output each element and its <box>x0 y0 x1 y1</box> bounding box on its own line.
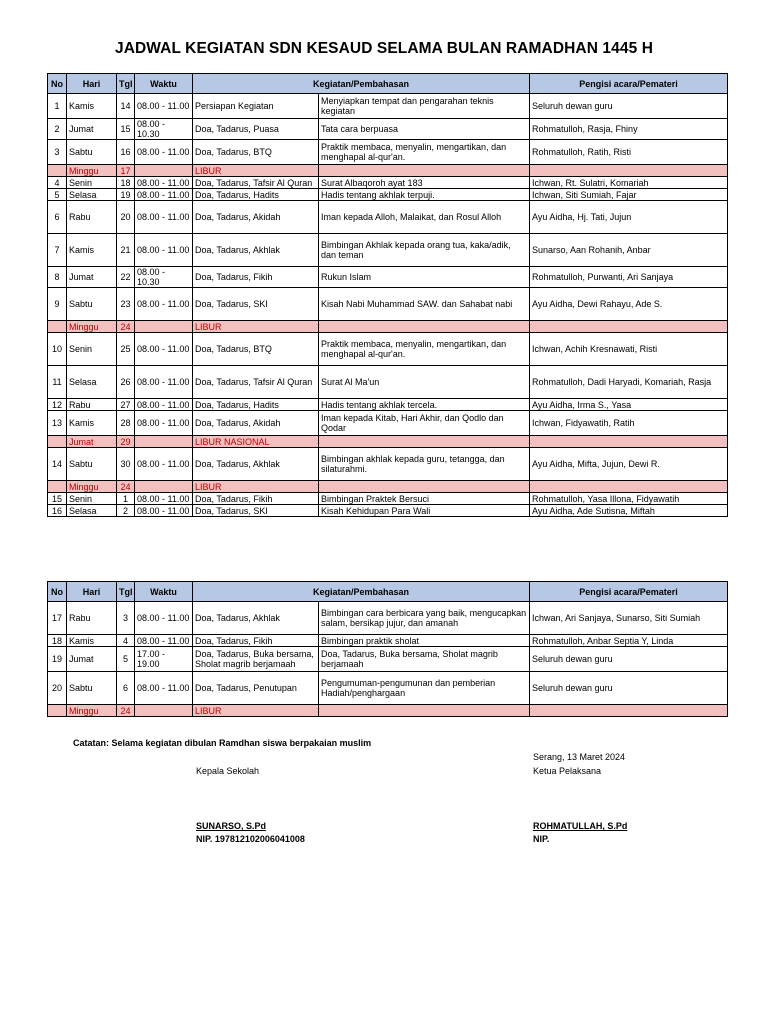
cell-kegiatan: LIBUR <box>193 165 319 177</box>
col-header-no: No <box>48 74 67 94</box>
cell-waktu: 08.00 - 11.00 <box>135 602 193 635</box>
cell-pembahasan: Iman kepada Kitab, Hari Akhir, dan Qodlo dan Qodar <box>319 411 530 436</box>
cell-no: 12 <box>48 399 67 411</box>
left-signatory-nip: NIP. 197812102006041008 <box>196 834 305 844</box>
cell-waktu <box>135 436 193 448</box>
cell-no <box>48 705 67 717</box>
cell-hari: Kamis <box>67 234 117 267</box>
cell-pengisi: Seluruh dewan guru <box>530 672 728 705</box>
cell-no: 20 <box>48 672 67 705</box>
cell-no: 14 <box>48 448 67 481</box>
table-row <box>48 177 728 189</box>
table-header-row <box>48 582 728 602</box>
cell-kegiatan: Doa, Tadarus, Akidah <box>193 201 319 234</box>
table-row <box>48 288 728 321</box>
cell-pembahasan: Bimbingan praktik sholat <box>319 635 530 647</box>
cell-tgl: 22 <box>117 267 135 288</box>
cell-tgl: 15 <box>117 119 135 140</box>
cell-pembahasan: Hadis tentang akhlak terpuji. <box>319 189 530 201</box>
col-header-tgl: Tgl <box>117 582 135 602</box>
cell-pembahasan <box>319 165 530 177</box>
cell-pengisi: Ayu Aidha, Ade Sutisna, Miftah <box>530 505 728 517</box>
cell-pengisi: Rohmatulloh, Yasa Illona, Fidyawatih <box>530 493 728 505</box>
cell-kegiatan: Doa, Tadarus, Akhlak <box>193 448 319 481</box>
cell-hari: Senin <box>67 333 117 366</box>
cell-no: 13 <box>48 411 67 436</box>
cell-pengisi: Ayu Aidha, Mifta, Jujun, Dewi R. <box>530 448 728 481</box>
cell-pengisi: Rohmatulloh, Ratih, Risti <box>530 140 728 165</box>
cell-tgl: 29 <box>117 436 135 448</box>
cell-waktu: 08.00 - 11.00 <box>135 177 193 189</box>
cell-tgl: 5 <box>117 647 135 672</box>
cell-pembahasan: Surat Al Ma'un <box>319 366 530 399</box>
col-header-waktu: Waktu <box>135 74 193 94</box>
cell-waktu: 08.00 - 11.00 <box>135 366 193 399</box>
cell-no: 19 <box>48 647 67 672</box>
cell-tgl: 23 <box>117 288 135 321</box>
cell-pembahasan: Praktik membaca, menyalin, mengartikan, dan menghapal al-qur'an. <box>319 333 530 366</box>
holiday-row <box>48 705 728 717</box>
cell-pengisi: Rohmatulloh, Purwanti, Ari Sanjaya <box>530 267 728 288</box>
cell-tgl: 6 <box>117 672 135 705</box>
cell-waktu: 08.00 - 11.00 <box>135 448 193 481</box>
cell-waktu: 08.00 - 11.00 <box>135 672 193 705</box>
cell-no: 9 <box>48 288 67 321</box>
cell-pengisi: Ayu Aidha, Dewi Rahayu, Ade S. <box>530 288 728 321</box>
holiday-row <box>48 481 728 493</box>
cell-pembahasan: Bimbingan akhlak kepada guru, tetangga, dan silaturahmi. <box>319 448 530 481</box>
cell-hari: Rabu <box>67 399 117 411</box>
cell-no: 4 <box>48 177 67 189</box>
cell-pembahasan: Praktik membaca, menyalin, mengartikan, dan menghapal al-qur'an. <box>319 140 530 165</box>
cell-tgl: 21 <box>117 234 135 267</box>
cell-pengisi: Ichwan, Fidyawatih, Ratih <box>530 411 728 436</box>
cell-pengisi: Rohmatulloh, Anbar Septia Y, Linda <box>530 635 728 647</box>
cell-kegiatan: Doa, Tadarus, Akhlak <box>193 234 319 267</box>
cell-pengisi: Seluruh dewan guru <box>530 94 728 119</box>
col-header-hari: Hari <box>67 582 117 602</box>
cell-kegiatan: Doa, Tadarus, Fikih <box>193 635 319 647</box>
cell-no: 3 <box>48 140 67 165</box>
cell-hari: Selasa <box>67 189 117 201</box>
cell-kegiatan: Doa, Tadarus, BTQ <box>193 140 319 165</box>
cell-kegiatan: LIBUR NASIONAL <box>193 436 319 448</box>
holiday-row <box>48 321 728 333</box>
cell-hari: Minggu <box>67 481 117 493</box>
cell-tgl: 24 <box>117 481 135 493</box>
cell-kegiatan: Doa, Tadarus, Akhlak <box>193 602 319 635</box>
cell-hari: Jumat <box>67 436 117 448</box>
cell-kegiatan: LIBUR <box>193 321 319 333</box>
right-signatory-role: Ketua Pelaksana <box>533 766 602 776</box>
col-header-hari: Hari <box>67 74 117 94</box>
cell-hari: Minggu <box>67 165 117 177</box>
cell-hari: Sabtu <box>67 140 117 165</box>
cell-waktu: 08.00 - 11.00 <box>135 234 193 267</box>
cell-pengisi: Ichwan, Ari Sanjaya, Sunarso, Siti Sumiah <box>530 602 728 635</box>
cell-tgl: 2 <box>117 505 135 517</box>
cell-pengisi <box>530 481 728 493</box>
cell-pengisi: Rohmatulloh, Rasja, Fhiny <box>530 119 728 140</box>
cell-hari: Sabtu <box>67 672 117 705</box>
cell-tgl: 25 <box>117 333 135 366</box>
cell-hari: Kamis <box>67 411 117 436</box>
place-date: Serang, 13 Maret 2024 <box>533 752 626 762</box>
cell-waktu: 08.00 - 11.00 <box>135 189 193 201</box>
cell-pengisi: Ichwan, Siti Sumiah, Fajar <box>530 189 728 201</box>
cell-tgl: 24 <box>117 705 135 717</box>
cell-tgl: 3 <box>117 602 135 635</box>
holiday-row <box>48 165 728 177</box>
cell-pengisi: Ayu Aidha, Hj. Tati, Jujun <box>530 201 728 234</box>
cell-no: 11 <box>48 366 67 399</box>
cell-no: 6 <box>48 201 67 234</box>
cell-hari: Kamis <box>67 94 117 119</box>
cell-pengisi: Sunarso, Aan Rohanih, Anbar <box>530 234 728 267</box>
col-header-pengisi: Pengisi acara/Pemateri <box>530 74 728 94</box>
cell-no: 7 <box>48 234 67 267</box>
document-title: JADWAL KEGIATAN SDN KESAUD SELAMA BULAN RAMADHAN 1445 H <box>115 40 653 57</box>
cell-no <box>48 481 67 493</box>
cell-kegiatan: LIBUR <box>193 481 319 493</box>
table-row <box>48 366 728 399</box>
cell-hari: Sabtu <box>67 448 117 481</box>
cell-pembahasan: Kisah Nabi Muhammad SAW. dan Sahabat nabi <box>319 288 530 321</box>
cell-no: 8 <box>48 267 67 288</box>
cell-hari: Jumat <box>67 267 117 288</box>
cell-no: 1 <box>48 94 67 119</box>
cell-hari: Kamis <box>67 635 117 647</box>
cell-waktu: 08.00 - 11.00 <box>135 635 193 647</box>
cell-tgl: 24 <box>117 321 135 333</box>
cell-kegiatan: Doa, Tadarus, SKI <box>193 288 319 321</box>
cell-tgl: 19 <box>117 189 135 201</box>
cell-waktu: 08.00 - 11.00 <box>135 201 193 234</box>
table-row <box>48 505 728 517</box>
table-row <box>48 602 728 635</box>
cell-pengisi: Seluruh dewan guru <box>530 647 728 672</box>
cell-pembahasan: Bimbingan Praktek Bersuci <box>319 493 530 505</box>
cell-no: 16 <box>48 505 67 517</box>
cell-kegiatan: Doa, Tadarus, Hadits <box>193 399 319 411</box>
cell-no: 10 <box>48 333 67 366</box>
cell-waktu: 08.00 - 10.30 <box>135 119 193 140</box>
cell-no <box>48 436 67 448</box>
cell-hari: Selasa <box>67 366 117 399</box>
col-header-waktu: Waktu <box>135 582 193 602</box>
col-header-kegiatan: Kegiatan/Pembahasan <box>193 582 530 602</box>
cell-pembahasan: Bimbingan cara berbicara yang baik, mengucapkan salam, bersikap jujur, dan amanah <box>319 602 530 635</box>
table-row <box>48 94 728 119</box>
col-header-pengisi: Pengisi acara/Pemateri <box>530 582 728 602</box>
cell-pembahasan <box>319 436 530 448</box>
cell-pembahasan: Iman kepada Alloh, Malaikat, dan Rosul Alloh <box>319 201 530 234</box>
table-row <box>48 333 728 366</box>
cell-pengisi: Ichwan, Achih Kresnawati, Risti <box>530 333 728 366</box>
table-row <box>48 672 728 705</box>
cell-hari: Minggu <box>67 321 117 333</box>
schedule-table-1 <box>47 73 728 517</box>
table-row <box>48 201 728 234</box>
cell-waktu: 08.00 - 11.00 <box>135 288 193 321</box>
cell-hari: Rabu <box>67 201 117 234</box>
cell-pengisi <box>530 321 728 333</box>
cell-no: 15 <box>48 493 67 505</box>
left-signatory-role: Kepala Sekolah <box>196 766 260 776</box>
cell-pembahasan: Pengumuman-pengumunan dan pemberian Hadiah/penghargaan <box>319 672 530 705</box>
cell-kegiatan: LIBUR <box>193 705 319 717</box>
right-signatory-nip: NIP. <box>533 834 550 844</box>
note-text: Catatan: Selama kegiatan dibulan Ramdhan siswa berpakaian muslim <box>73 738 372 748</box>
cell-tgl: 27 <box>117 399 135 411</box>
cell-tgl: 30 <box>117 448 135 481</box>
cell-pengisi <box>530 165 728 177</box>
table-row <box>48 189 728 201</box>
cell-kegiatan: Doa, Tadarus, Buka bersama, Sholat magrib berjamaah <box>193 647 319 672</box>
table-row <box>48 448 728 481</box>
cell-hari: Senin <box>67 493 117 505</box>
cell-kegiatan: Doa, Tadarus, Tafsir Al Quran <box>193 366 319 399</box>
table-header-row <box>48 74 728 94</box>
table-row <box>48 411 728 436</box>
cell-tgl: 4 <box>117 635 135 647</box>
cell-kegiatan: Doa, Tadarus, Puasa <box>193 119 319 140</box>
cell-kegiatan: Doa, Tadarus, Akidah <box>193 411 319 436</box>
cell-tgl: 20 <box>117 201 135 234</box>
col-header-kegiatan: Kegiatan/Pembahasan <box>193 74 530 94</box>
cell-no: 17 <box>48 602 67 635</box>
cell-hari: Minggu <box>67 705 117 717</box>
cell-tgl: 1 <box>117 493 135 505</box>
cell-waktu: 08.00 - 11.00 <box>135 493 193 505</box>
cell-pembahasan: Doa, Tadarus, Buka bersama, Sholat magrib berjamaah <box>319 647 530 672</box>
schedule-table-2 <box>47 581 728 717</box>
table-row <box>48 647 728 672</box>
cell-pembahasan: Menyiapkan tempat dan pengarahan teknis kegiatan <box>319 94 530 119</box>
cell-pembahasan <box>319 481 530 493</box>
cell-no: 5 <box>48 189 67 201</box>
table-row <box>48 234 728 267</box>
cell-tgl: 14 <box>117 94 135 119</box>
cell-pembahasan: Bimbingan Akhlak kepada orang tua, kaka/adik, dan teman <box>319 234 530 267</box>
table-row <box>48 267 728 288</box>
cell-pembahasan: Rukun Islam <box>319 267 530 288</box>
cell-tgl: 26 <box>117 366 135 399</box>
cell-hari: Jumat <box>67 647 117 672</box>
cell-waktu: 17.00 - 19.00 <box>135 647 193 672</box>
cell-pembahasan: Tata cara berpuasa <box>319 119 530 140</box>
cell-waktu: 08.00 - 11.00 <box>135 140 193 165</box>
cell-waktu: 08.00 - 11.00 <box>135 411 193 436</box>
cell-waktu: 08.00 - 11.00 <box>135 94 193 119</box>
cell-kegiatan: Persiapan Kegiatan <box>193 94 319 119</box>
cell-no <box>48 321 67 333</box>
cell-hari: Selasa <box>67 505 117 517</box>
cell-pembahasan: Surat Albaqoroh ayat 183 <box>319 177 530 189</box>
table-row <box>48 140 728 165</box>
table-row <box>48 399 728 411</box>
cell-tgl: 18 <box>117 177 135 189</box>
cell-tgl: 28 <box>117 411 135 436</box>
cell-kegiatan: Doa, Tadarus, Fikih <box>193 267 319 288</box>
table-row <box>48 119 728 140</box>
cell-pengisi <box>530 705 728 717</box>
cell-pembahasan: Hadis tentang akhlak tercela. <box>319 399 530 411</box>
cell-pengisi: Rohmatulloh, Dadi Haryadi, Komariah, Rasja <box>530 366 728 399</box>
cell-hari: Rabu <box>67 602 117 635</box>
cell-hari: Jumat <box>67 119 117 140</box>
cell-pengisi: Ayu Aidha, Irma S., Yasa <box>530 399 728 411</box>
cell-pembahasan: Kisah Kehidupan Para Wali <box>319 505 530 517</box>
cell-kegiatan: Doa, Tadarus, Fikih <box>193 493 319 505</box>
col-header-tgl: Tgl <box>117 74 135 94</box>
left-signatory-name: SUNARSO, S.Pd <box>196 821 267 831</box>
cell-pembahasan <box>319 321 530 333</box>
holiday-row <box>48 436 728 448</box>
right-signatory-name: ROHMATULLAH, S.Pd <box>533 821 628 831</box>
cell-waktu <box>135 321 193 333</box>
table-row <box>48 635 728 647</box>
cell-kegiatan: Doa, Tadarus, Tafsir Al Quran <box>193 177 319 189</box>
table-row <box>48 493 728 505</box>
cell-waktu <box>135 705 193 717</box>
cell-no: 2 <box>48 119 67 140</box>
cell-no <box>48 165 67 177</box>
cell-waktu <box>135 481 193 493</box>
cell-tgl: 17 <box>117 165 135 177</box>
cell-waktu: 08.00 - 11.00 <box>135 399 193 411</box>
cell-pembahasan <box>319 705 530 717</box>
col-header-no: No <box>48 582 67 602</box>
cell-pengisi: Ichwan, Rt. Sulatri, Komariah <box>530 177 728 189</box>
cell-waktu: 08.00 - 11.00 <box>135 333 193 366</box>
cell-no: 18 <box>48 635 67 647</box>
cell-waktu: 08.00 - 11.00 <box>135 505 193 517</box>
cell-kegiatan: Doa, Tadarus, BTQ <box>193 333 319 366</box>
cell-hari: Sabtu <box>67 288 117 321</box>
cell-pengisi <box>530 436 728 448</box>
cell-hari: Senin <box>67 177 117 189</box>
cell-waktu: 08.00 - 10.30 <box>135 267 193 288</box>
cell-kegiatan: Doa, Tadarus, SKI <box>193 505 319 517</box>
cell-kegiatan: Doa, Tadarus, Hadits <box>193 189 319 201</box>
cell-tgl: 16 <box>117 140 135 165</box>
cell-kegiatan: Doa, Tadarus, Penutupan <box>193 672 319 705</box>
cell-waktu <box>135 165 193 177</box>
